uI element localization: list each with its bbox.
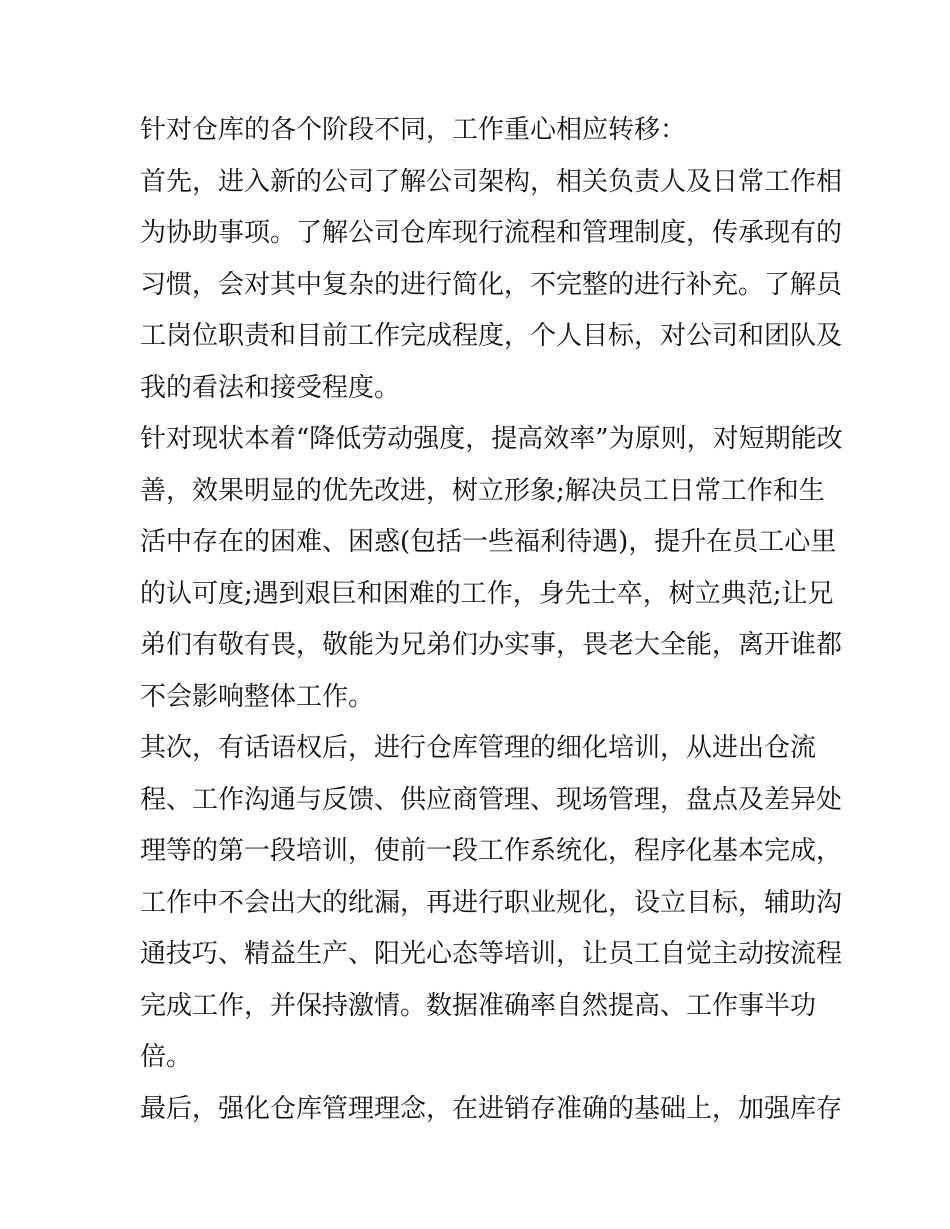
text-line: 程、工作沟通与反馈、供应商管理、现场管理，盘点及差异处: [140, 784, 843, 815]
text-line: 首先，进入新的公司了解公司架构，相关负责人及日常工作相: [140, 166, 843, 197]
text-line: 针对现状本着“降低劳动强度，提高效率”为原则，对短期能改: [140, 424, 843, 454]
text-line: 善，效果明显的优先改进，树立形象;解决员工日常工作和生: [140, 475, 825, 506]
text-line: 最后，强化仓库管理理念，在进销存准确的基础上，加强库存: [140, 1093, 843, 1124]
text-line: 不会影响整体工作。: [140, 681, 375, 712]
text-line: 针对仓库的各个阶段不同，工作重心相应转移：: [140, 115, 687, 145]
text-line: 的认可度;遇到艰巨和困难的工作，身先士卒，树立典范;让兄: [140, 578, 834, 609]
text-line: 其次，有话语权后，进行仓库管理的细化培训，从进出仓流: [140, 733, 817, 763]
text-line: 为协助事项。了解公司仓库现行流程和管理制度，传承现有的: [140, 218, 843, 248]
text-line: 工岗位职责和目前工作完成程度，个人目标，对公司和团队及: [140, 321, 843, 351]
document-body: [140, 105, 843, 1135]
text-line: 通技巧、精益生产、阳光心态等培训，让员工自觉主动按流程: [140, 939, 843, 969]
text-line: 活中存在的困难、困惑(包括一些福利待遇)，提升在员工心里: [140, 527, 837, 557]
paragraph-last: [140, 1084, 843, 1136]
paragraph-intro: [140, 105, 815, 157]
text-line: 习惯，会对其中复杂的进行简化，不完整的进行补充。了解员: [140, 269, 843, 300]
paragraph-status-improvement: [140, 414, 843, 723]
paragraph-second: [140, 723, 843, 1084]
text-line: 完成工作，并保持激情。数据准确率自然提高、工作事半功: [140, 990, 817, 1021]
text-line: 弟们有敬有畏，敬能为兄弟们办实事，畏老大全能，离开谁都: [140, 630, 843, 660]
text-line: 理等的第一段培训，使前一段工作系统化，程序化基本完成，: [140, 836, 843, 866]
text-line: 我的看法和接受程度。: [140, 372, 401, 403]
paragraph-first: [140, 157, 843, 415]
text-line: 工作中不会出大的纰漏，再进行职业规化，设立目标，辅助沟: [140, 887, 843, 918]
text-line: 倍。: [140, 1042, 193, 1072]
